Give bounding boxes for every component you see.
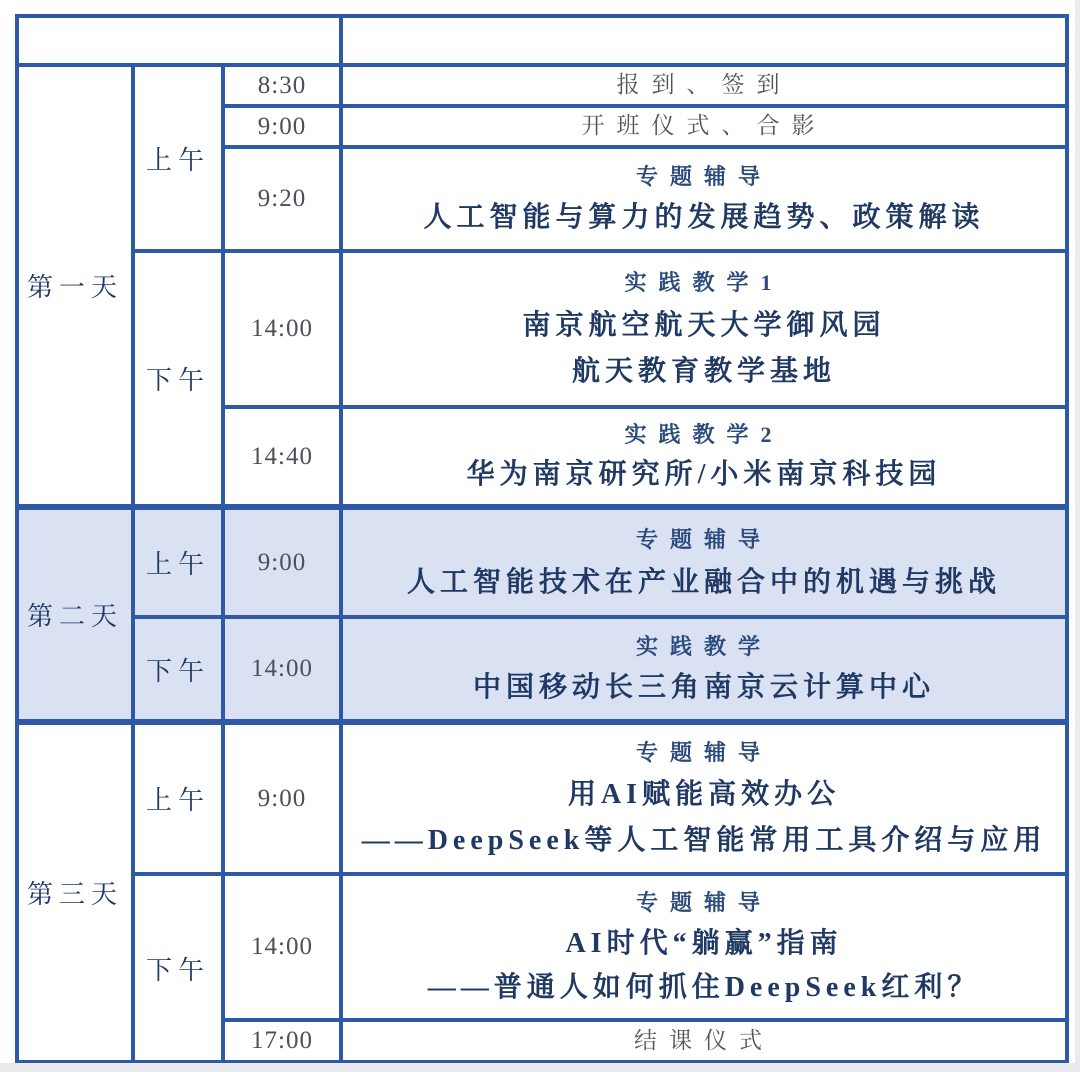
time-cell: 14:00 (223, 251, 341, 407)
day-1-afternoon-label: 下午 (133, 251, 223, 507)
content-cell (341, 507, 1067, 617)
day-3-afternoon-label: 下午 (133, 874, 223, 1062)
page-edge-shadow (1075, 0, 1080, 1072)
time-cell: 14:00 (223, 874, 341, 1020)
content-cell (341, 874, 1067, 1020)
content-cell (341, 147, 1067, 251)
content-cell (341, 722, 1067, 874)
day-1-label: 第一天 (17, 65, 133, 507)
header-content: 内容 (341, 16, 1067, 65)
day-1-morning-label: 上午 (133, 65, 223, 251)
course-schedule-table (15, 14, 1069, 1064)
session-type-text: 专题辅导 (636, 526, 773, 552)
content-cell (341, 617, 1067, 722)
session-title-text: AI时代“躺赢”指南 (565, 927, 843, 959)
day-2-label: 第二天 (17, 507, 133, 722)
day-3-label: 第三天 (17, 722, 133, 1062)
session-title-text: 人工智能与算力的发展趋势、政策解读 (423, 202, 985, 234)
time-cell: 17:00 (223, 1020, 341, 1062)
session-type-text: 实践教学2 (624, 422, 784, 448)
table-row (17, 874, 1067, 1020)
time-cell: 9:20 (223, 147, 341, 251)
session-type-text: 专题辅导 (636, 163, 773, 189)
activity-text: 结课仪式 (634, 1027, 775, 1053)
time-cell: 9:00 (223, 722, 341, 874)
day-2-morning-label: 上午 (133, 507, 223, 617)
page-edge-shadow (0, 1063, 1080, 1072)
session-title-text: 航天教育教学基地 (572, 356, 837, 388)
content-cell (341, 1020, 1067, 1062)
session-title-text: 中国移动长三角南京云计算中心 (473, 672, 936, 704)
session-title-text: 华为南京研究所/小米南京科技园 (466, 458, 942, 490)
content-cell (341, 407, 1067, 507)
table-row (17, 507, 1067, 617)
session-title-text: 南京航空航天大学御风园 (522, 309, 886, 341)
day-2-afternoon-label: 下午 (133, 617, 223, 722)
table-row (17, 617, 1067, 722)
session-subtitle-text: ——普通人如何抓住DeepSeek红利？ (427, 971, 981, 1003)
time-cell: 14:40 (223, 407, 341, 507)
time-cell: 9:00 (223, 106, 341, 147)
session-title-text: 人工智能技术在产业融合中的机遇与挑战 (407, 566, 1002, 598)
header-row (17, 16, 1067, 65)
day-3-morning-label: 上午 (133, 722, 223, 874)
activity-text: 开班仪式、合影 (581, 113, 827, 139)
table-row (17, 722, 1067, 874)
session-type-text: 专题辅导 (636, 890, 773, 916)
time-cell: 14:00 (223, 617, 341, 722)
header-time: 时间 (17, 16, 341, 65)
session-subtitle-text: ——DeepSeek等人工智能常用工具介绍与应用 (361, 824, 1047, 856)
content-cell (341, 65, 1067, 106)
time-cell: 8:30 (223, 65, 341, 106)
content-cell (341, 251, 1067, 407)
session-title-text: 用AI赋能高效办公 (567, 779, 841, 811)
time-cell: 9:00 (223, 507, 341, 617)
table-row (17, 65, 1067, 106)
session-type-text: 实践教学1 (624, 269, 784, 295)
table-row (17, 251, 1067, 407)
session-type-text: 实践教学 (636, 633, 773, 659)
activity-text: 报到、签到 (616, 72, 792, 98)
content-cell (341, 106, 1067, 147)
session-type-text: 专题辅导 (636, 740, 773, 766)
